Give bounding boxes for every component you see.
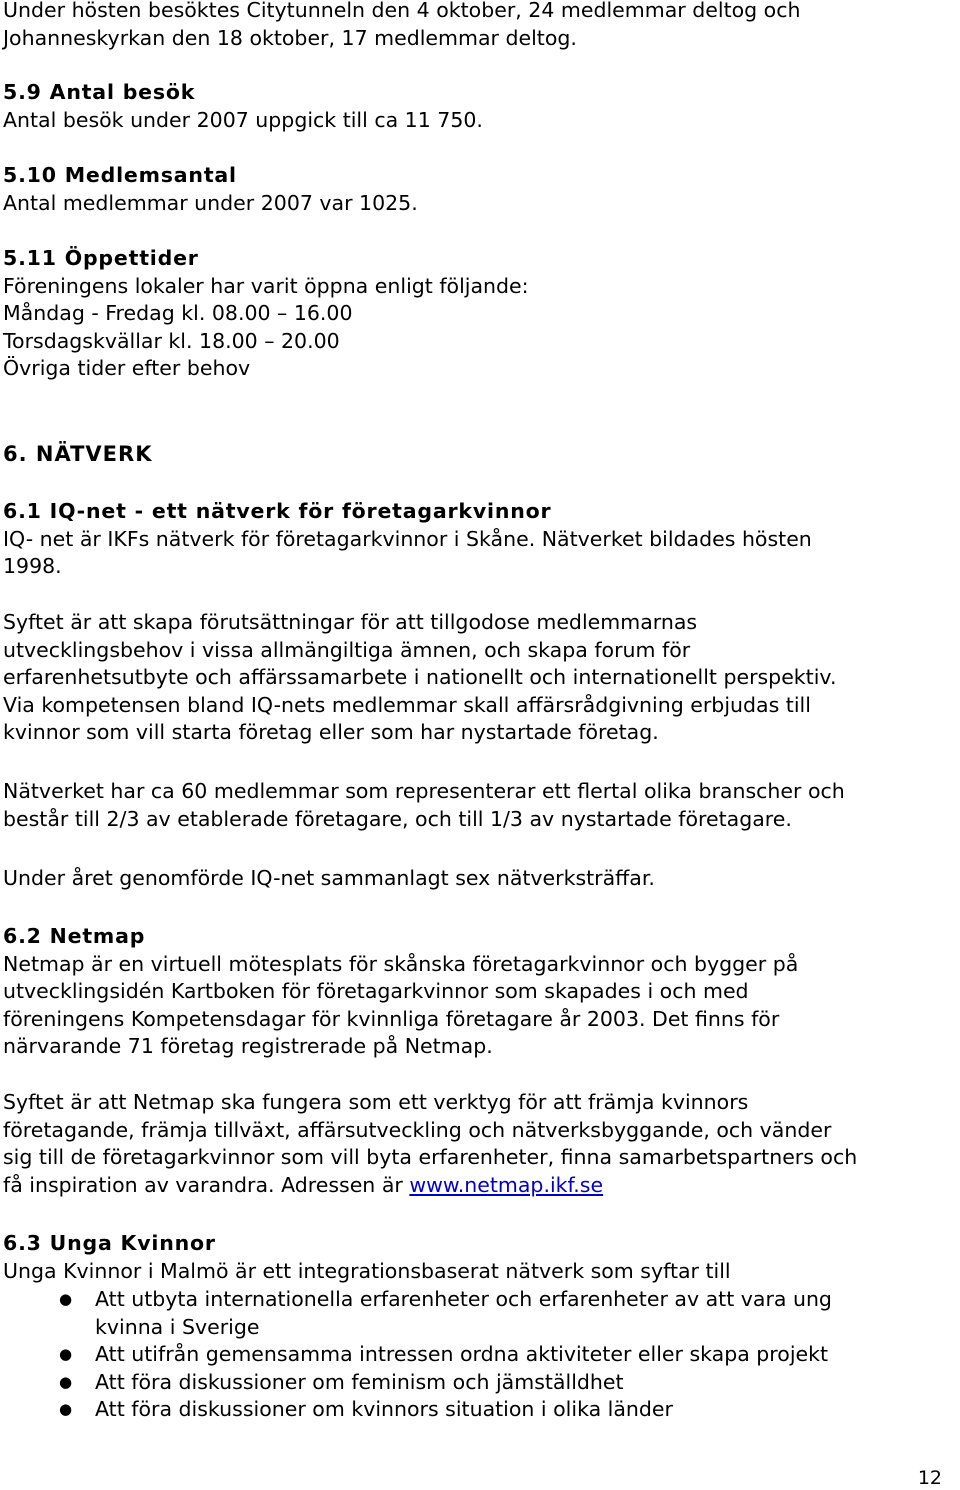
section-5-9 [3, 79, 483, 134]
text-line: 1998. [3, 554, 62, 578]
netmap-link[interactable]: www.netmap.ikf.se [409, 1172, 604, 1197]
list-item [3, 1396, 953, 1424]
text-line: Antal medlemmar under 2007 var 1025. [3, 190, 418, 215]
section-6-2 [3, 923, 798, 1061]
text-line: Övriga tider efter behov [3, 356, 251, 380]
section-5-11 [3, 245, 529, 383]
page-number: 12 [917, 1467, 942, 1489]
text-line: kvinna i Sverige [95, 1314, 260, 1339]
list-item [3, 1341, 953, 1369]
section-heading: 6.3 Unga Kvinnor [3, 1231, 216, 1255]
text-line: ● Att föra diskussioner om kvinnors situation i olika länder [95, 1397, 673, 1421]
list-item [3, 1286, 953, 1341]
text-line: Netmap är en virtuell mötesplats för skånska företagarkvinnor och bygger på [3, 951, 799, 976]
section-heading: 6.1 IQ-net - ett nätverk för företagarkvinnor [3, 499, 552, 523]
text-line: företagande, främja tillväxt, affärsutveckling och nätverksbyggande, och vänder [3, 1117, 832, 1142]
text-line: utvecklingsbehov i vissa allmängiltiga ämnen, och skapa forum för [3, 637, 691, 662]
text-line: föreningens Kompetensdagar för kvinnliga företagare år 2003. Det finns för [3, 1006, 780, 1031]
section-heading: 5.9 Antal besök [3, 80, 196, 104]
intro-paragraph [3, 0, 800, 52]
bullet-list [3, 1286, 953, 1424]
section-6-1 [3, 498, 812, 581]
text-line: utvecklingsidén Kartboken för företagarkvinnor som skapades i och med [3, 979, 749, 1003]
text-line: Nätverket har ca 60 medlemmar som representerar ett flertal olika branscher och [3, 779, 845, 803]
text-line: Måndag - Fredag kl. 08.00 – 16.00 [3, 301, 353, 325]
text-line: Syftet är att Netmap ska fungera som ett verktyg för att främja kvinnors [3, 1090, 749, 1114]
text-line: Antal besök under 2007 uppgick till ca 11 750. [3, 107, 483, 132]
text-line: ● Att utbyta internationella erfarenheter och erfarenheter av att vara ung [95, 1287, 832, 1311]
section-6-3 [3, 1230, 731, 1285]
text-line: Via kompetensen bland IQ-nets medlemmar skall affärsrådgivning erbjudas till [3, 692, 811, 717]
text-line: närvarande 71 företag registrerade på Netmap. [3, 1034, 493, 1058]
section-heading: 5.10 Medlemsantal [3, 163, 237, 187]
list-item [3, 1369, 953, 1397]
text-line: Unga Kvinnor i Malmö är ett integrationsbaserat nätverk som syftar till [3, 1258, 731, 1283]
paragraph [3, 609, 836, 747]
paragraph [3, 778, 845, 833]
paragraph [3, 1089, 857, 1199]
text-line: IQ- net är IKFs nätverk för företagarkvinnor i Skåne. Nätverket bildades hösten [3, 526, 812, 551]
text-line: består till 2/3 av etablerade företagare, och till 1/3 av nystartade företagare. [3, 806, 792, 831]
text-line: sig till de företagarkvinnor som vill byta erfarenheter, finna samarbetspartners och [3, 1145, 858, 1169]
text-span: få inspiration av varandra. Adressen är [3, 1172, 410, 1197]
text-line: Under året genomförde IQ-net sammanlagt sex nätverksträffar. [3, 866, 655, 890]
section-heading: 5.11 Öppettider [3, 246, 199, 270]
text-line: Syftet är att skapa förutsättningar för att tillgodose medlemmarnas [3, 610, 698, 634]
text-line: kvinnor som vill starta företag eller som har nystartade företag. [3, 720, 659, 744]
text-line [3, 1172, 857, 1200]
text-line: Under hösten besöktes Citytunneln den 4 oktober, 24 medlemmar deltog och [3, 0, 801, 22]
chapter-heading-6: 6. NÄTVERK [3, 442, 153, 466]
text-line: ● Att utifrån gemensamma intressen ordna aktiviteter eller skapa projekt [95, 1342, 829, 1366]
text-line: Johanneskyrkan den 18 oktober, 17 medlemmar deltog. [3, 25, 577, 50]
section-heading: 6.2 Netmap [3, 924, 146, 948]
text-line: erfarenhetsutbyte och affärssamarbete i nationellt och internationellt perspektiv. [3, 665, 837, 689]
text-line: Föreningens lokaler har varit öppna enligt följande: [3, 273, 529, 298]
section-5-10 [3, 162, 418, 217]
paragraph [3, 865, 655, 893]
text-line: Torsdagskvällar kl. 18.00 – 20.00 [3, 328, 340, 353]
text-line: ● Att föra diskussioner om feminism och jämställdhet [95, 1369, 624, 1394]
